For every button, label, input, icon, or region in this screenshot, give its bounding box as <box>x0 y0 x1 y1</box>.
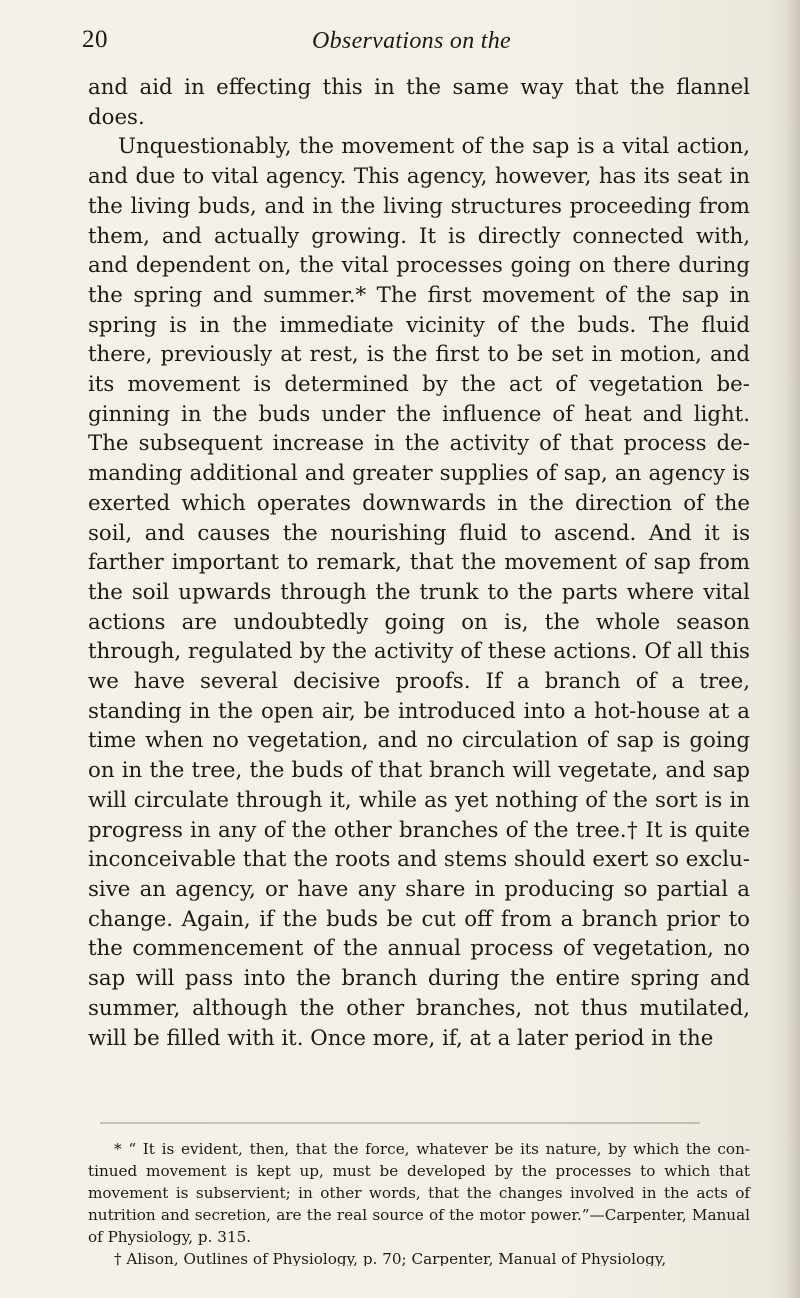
footnote-separator <box>100 1122 700 1124</box>
footnotes <box>88 1138 750 1266</box>
body-text <box>88 73 750 1053</box>
footnote-1: * “ It is evident, then, that the force, whatever be its nature, by which the continued movement is kept up, must be developed by the processes to which that movement is subservient; in other words, that the changes involved in the acts of nutrition and secretion, are the real source of the motor power.”—Carpenter, Manual of Physiology, p. 315. <box>88 1140 750 1246</box>
running-title: Observations on the <box>312 28 512 54</box>
paragraph-main: Unquestionably, the movement of the sap is a vital action, and due to vital agency. This agency, however, has its seat in the living buds, and in the living structures proceeding from them, and actually growing. It is directly connected with, and dependent on, the vital processes going on there during the spring and summer.* The first movement of the sap in spring is in the immediate vicinity of the buds. The fluid there, previously at rest, is the first to be set in motion, and its movement is determined by the act of vegetation beginning in the buds under the influence of heat and light. The subsequent increase in the activity of that process demanding additional and greater supplies of sap, an agency is exerted which operates downwards in the direction of the soil, and causes the nourishing fluid to ascend. And it is farther important to remark, that the movement of sap from the soil upwards through the trunk to the parts where vital actions are undoubtedly going on is, the whole season through, regulated by the activity of these actions. Of all this we have several decisive proofs. If a branch of a tree, standing in the open air, be introduced into a hot-house at a time when no vegetation, and no circulation of sap is going on in the tree, the buds of that branch will vegetate, and sap will circulate through it, while as yet nothing of the sort is in progress in any of the other branches of the tree.† It is quite inconceivable that the roots and stems should exert so exclusive an agency, or have any share in producing so partial a change. Again, if the buds be cut off from a branch prior to the commencement of the annual process of vegetation, no sap will pass into the branch during the entire spring and summer, although the other branches, not thus mutilated, will be filled with it. Once more, if, at a later period in the <box>88 134 750 1051</box>
page-edge-shadow <box>786 0 800 1298</box>
page-number: 20 <box>82 26 108 53</box>
footnote-2: † Alison, Outlines of Physiology, p. 70; Carpenter, Manual of Physiology, <box>114 1250 667 1266</box>
page-header <box>82 26 742 62</box>
paragraph-continuation: and aid in effecting this in the same way that the flannel does. <box>88 75 750 130</box>
